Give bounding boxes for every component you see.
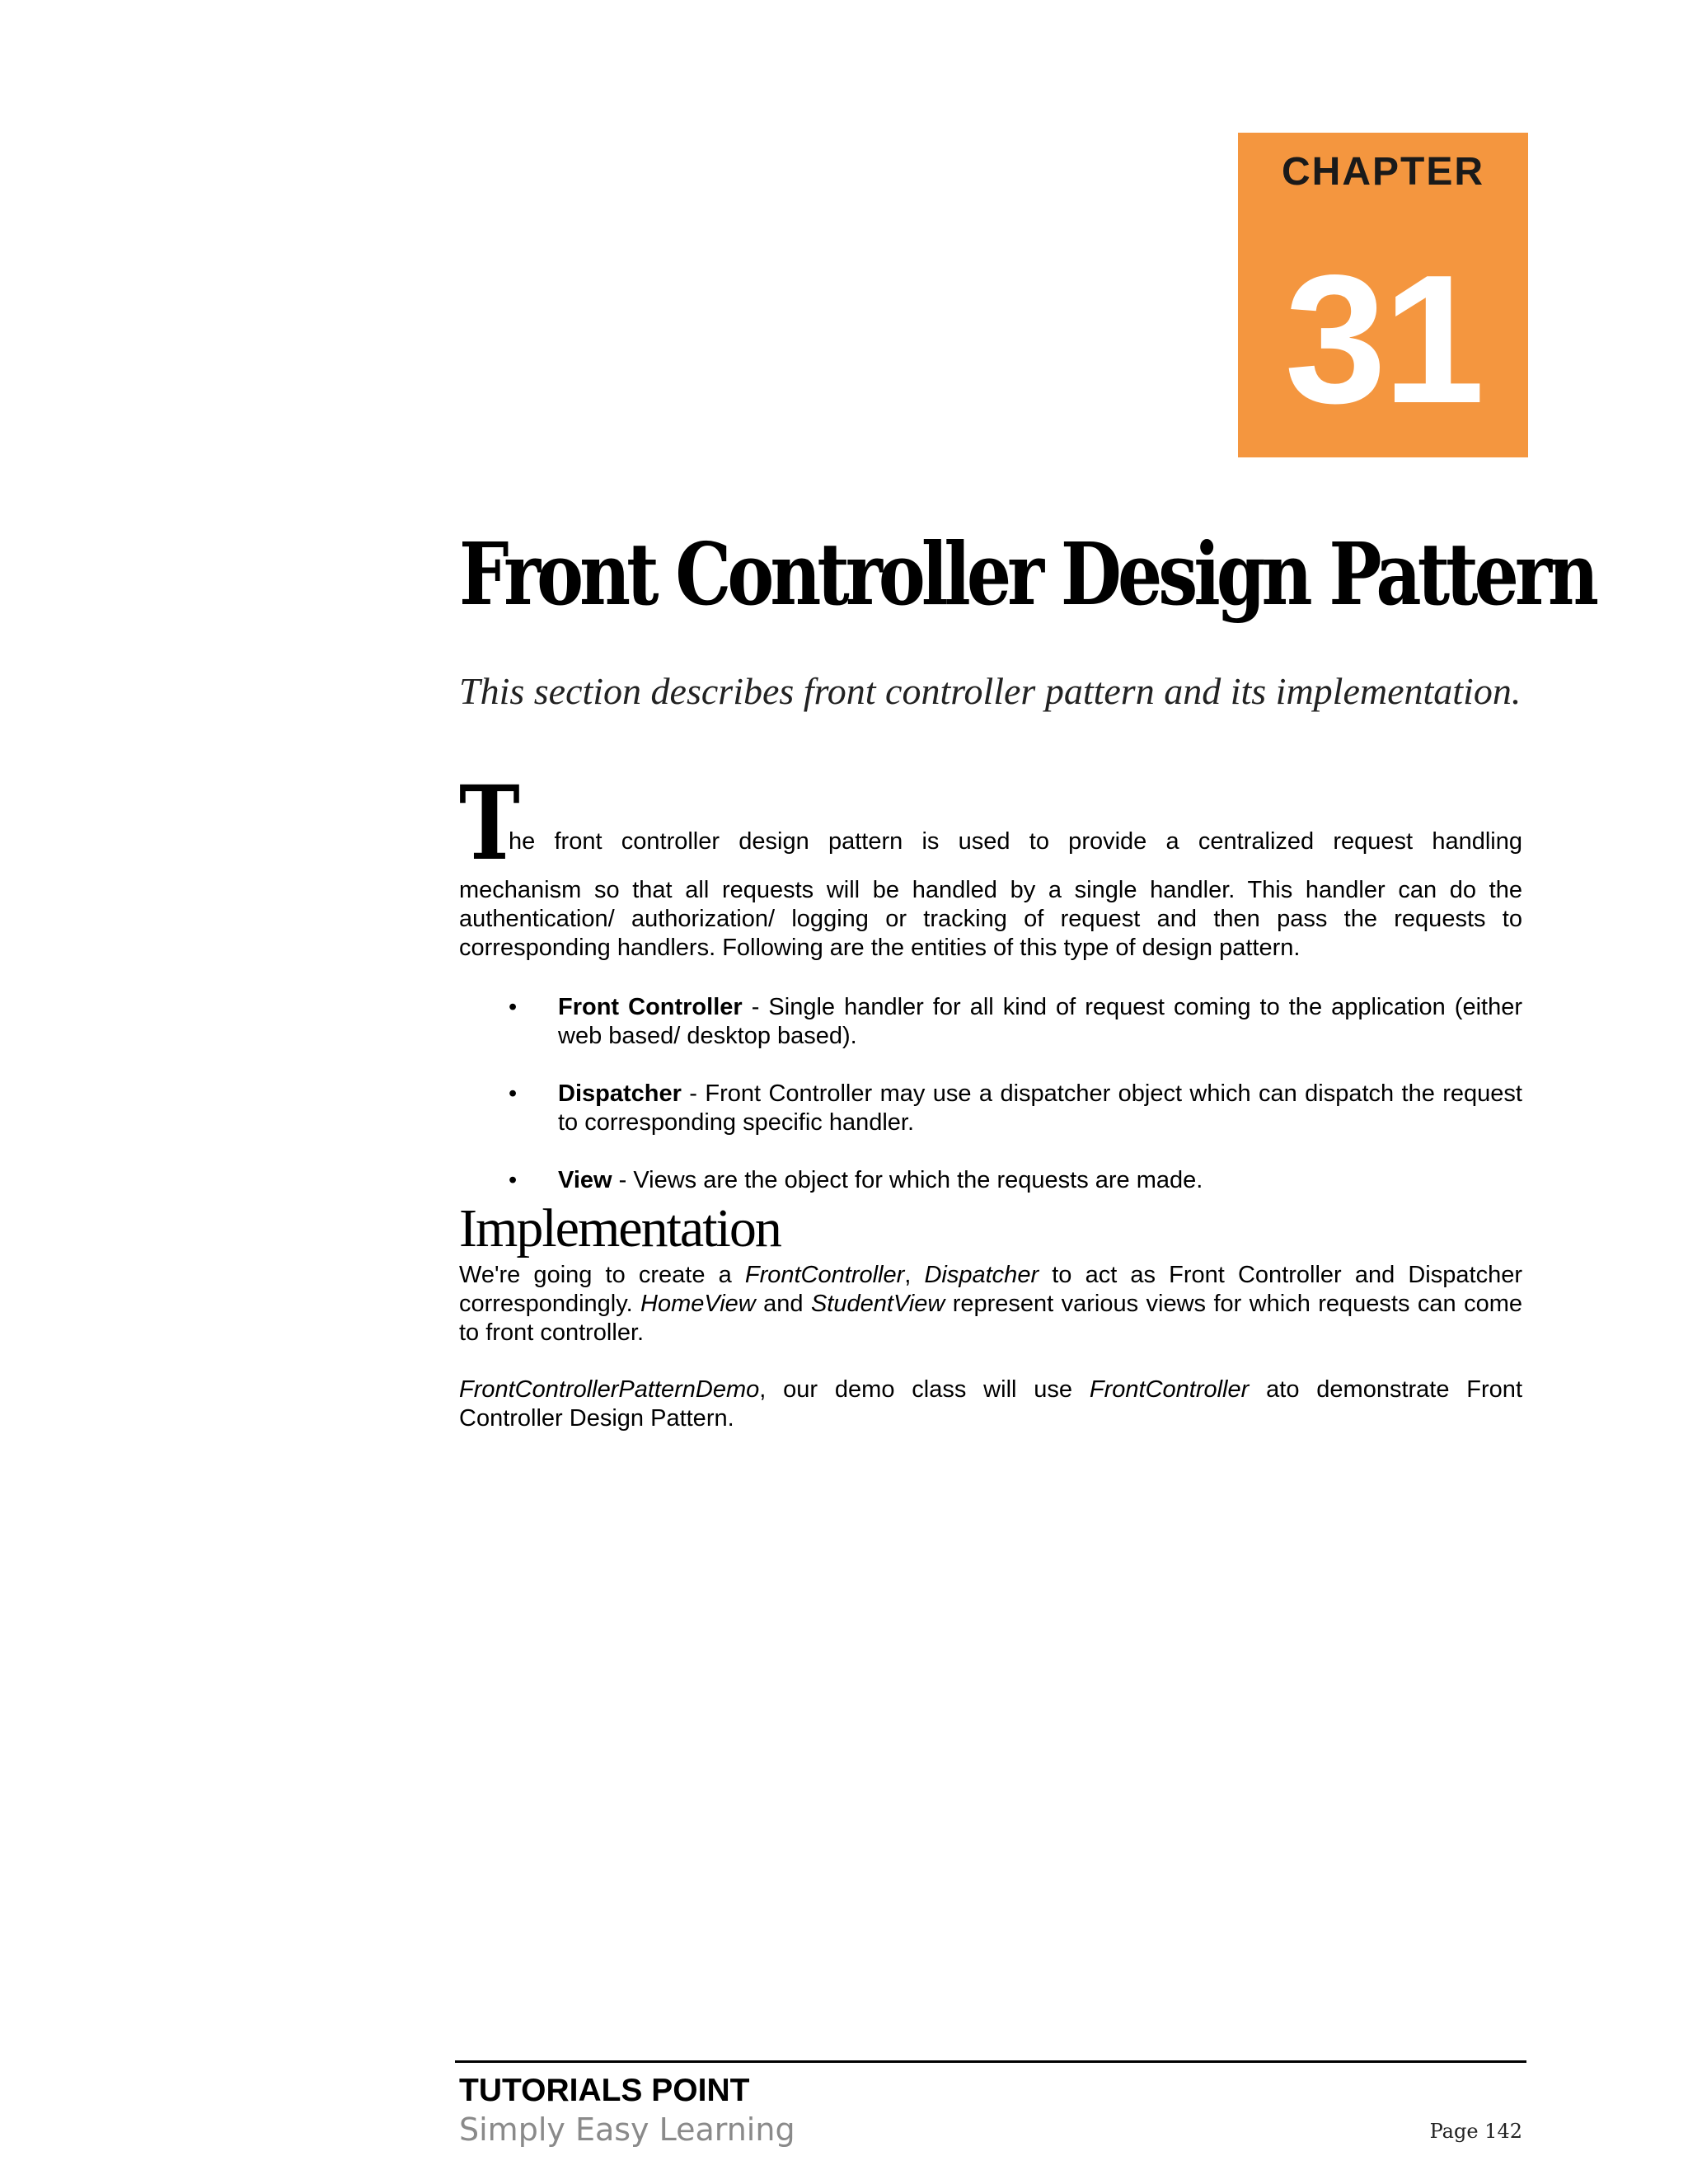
- chapter-badge: [1238, 133, 1528, 457]
- chapter-number: 31: [1284, 237, 1482, 442]
- intro-line-1: he front controller design pattern is used to provide a centralized request handling: [509, 828, 1522, 855]
- list-item-text: Front Controller may use a dispatcher object which can dispatch the request to corresponding specific handler.: [558, 1080, 1522, 1136]
- bullet-icon: •: [509, 1167, 518, 1193]
- class-name: FrontControllerPatternDemo: [459, 1376, 760, 1403]
- list-item-term: View: [558, 1167, 612, 1193]
- list-item-separator: -: [742, 994, 769, 1020]
- drop-cap: T: [459, 764, 520, 883]
- footer-brand: TUTORIALS POINT: [459, 2073, 750, 2108]
- bullet-icon: •: [509, 1080, 518, 1107]
- intro-paragraph: mechanism so that all requests will be handled by a single handler. This handler can do the authentication/ authorization/ logging or tracking of request and then pass the requests to corresponding handlers. Following are the entities of this type of design pattern.: [459, 877, 1522, 961]
- class-name: Dispatcher: [924, 1262, 1039, 1288]
- list-item-separator: -: [612, 1167, 634, 1193]
- text-run: , our demo class will use: [759, 1376, 1090, 1403]
- section-heading-implementation: Implementation: [459, 1198, 781, 1258]
- text-run: represent various views for which requests can come to front controller.: [459, 1291, 1522, 1346]
- entity-list: [459, 993, 1522, 1224]
- list-item-separator: -: [681, 1080, 706, 1107]
- intro-first-line: [459, 764, 1522, 883]
- class-name: StudentView: [810, 1291, 945, 1317]
- chapter-title: Front Controller Design Pattern: [459, 523, 1596, 625]
- text-run: and: [755, 1291, 811, 1317]
- list-item-term: Front Controller: [558, 994, 743, 1020]
- implementation-paragraph-2: [459, 1376, 1522, 1433]
- class-name: FrontController: [1089, 1376, 1250, 1403]
- chapter-subtitle: This section describes front controller pattern and its implementation.: [459, 670, 1522, 712]
- class-name: FrontController: [744, 1262, 905, 1288]
- text-run: We're going to create a: [459, 1262, 745, 1288]
- chapter-label: CHAPTER: [1281, 150, 1484, 194]
- class-name: HomeView: [640, 1291, 756, 1317]
- footer-divider: [455, 2060, 1526, 2063]
- list-item: [459, 1166, 1522, 1195]
- page-number: Page 142: [1429, 2120, 1522, 2143]
- list-item: [459, 993, 1522, 1051]
- list-item-text: Single handler for all kind of request coming to the application (either web based/ desktop based).: [558, 994, 1522, 1049]
- footer-tagline: Simply Easy Learning: [459, 2111, 795, 2148]
- text-run: ato demonstrate Front Controller Design Pattern.: [459, 1376, 1522, 1432]
- text-run: ,: [904, 1262, 925, 1288]
- bullet-icon: •: [509, 994, 518, 1020]
- list-item-term: Dispatcher: [558, 1080, 682, 1107]
- implementation-paragraph-1: [459, 1261, 1522, 1347]
- text-run: to act as Front Controller and Dispatcher correspondingly.: [459, 1262, 1522, 1317]
- list-item: [459, 1080, 1522, 1137]
- list-item-text: Views are the object for which the requests are made.: [633, 1167, 1203, 1193]
